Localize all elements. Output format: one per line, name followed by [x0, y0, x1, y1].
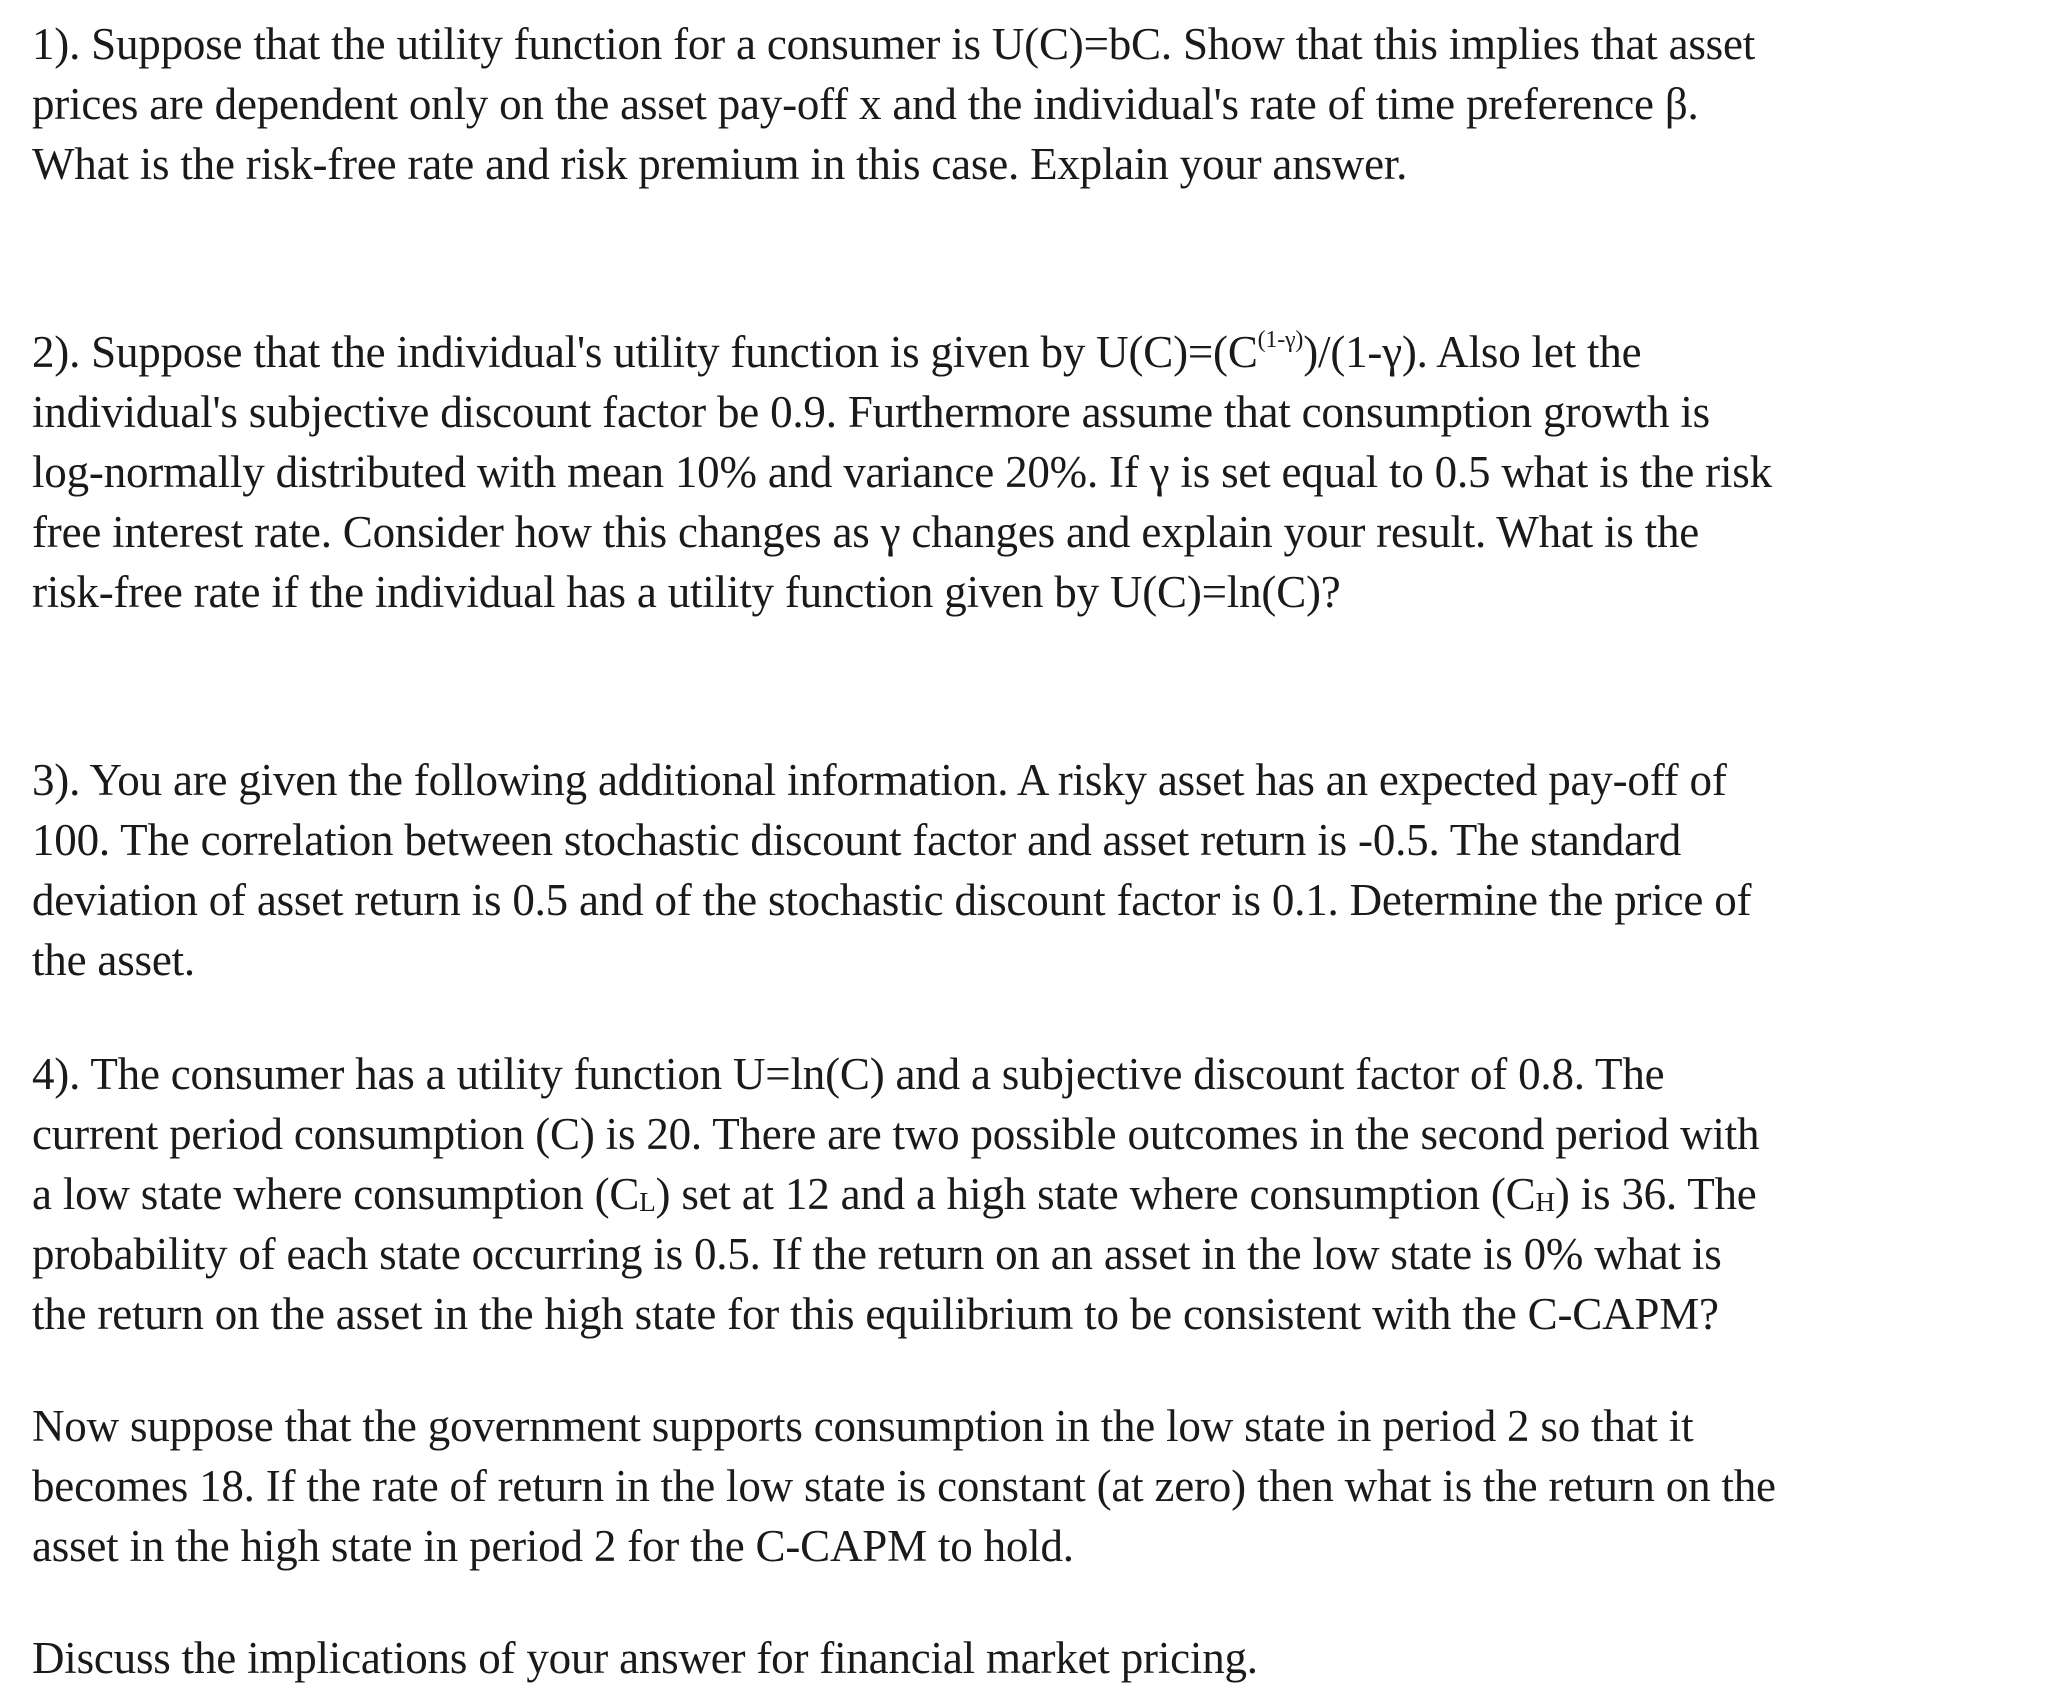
question-2-line: log-normally distributed with mean 10% and variance 20%. If γ is set equal to 0.5 what is the risk — [32, 447, 1772, 497]
question-4-line — [32, 1164, 2022, 1224]
follow-up-line: Now suppose that the government supports consumption in the low state in period 2 so that it — [32, 1401, 1694, 1451]
follow-up-line: becomes 18. If the rate of return in the low state is constant (at zero) then what is the return on the — [32, 1461, 1776, 1511]
follow-up-line: asset in the high state in period 2 for the C-CAPM to hold. — [32, 1521, 1074, 1571]
exponent: (1-γ) — [1257, 327, 1304, 353]
subscript: H — [1535, 1187, 1555, 1217]
question-4-text: a low state where consumption (C — [32, 1169, 640, 1219]
question-4-line: current period consumption (C) is 20. There are two possible outcomes in the second period with — [32, 1109, 1760, 1159]
question-3-line: the asset. — [32, 935, 195, 985]
question-2-text: )/(1-γ). Also let the — [1303, 327, 1642, 377]
question-3-line: 100. The correlation between stochastic discount factor and asset return is -0.5. The standard — [32, 815, 1682, 865]
question-1-line: 1). Suppose that the utility function for a consumer is U(C)=bC. Show that this implies that asset — [32, 19, 1756, 69]
follow-up-paragraph — [32, 1396, 2022, 1576]
question-3-line: deviation of asset return is 0.5 and of the stochastic discount factor is 0.1. Determine the price of — [32, 875, 1752, 925]
discussion-line: Discuss the implications of your answer for financial market pricing. — [32, 1633, 1258, 1683]
question-4-text: ) set at 12 and a high state where consumption (C — [655, 1169, 1536, 1219]
question-4 — [32, 1044, 2022, 1344]
discussion-paragraph — [32, 1628, 2022, 1688]
question-1-line: What is the risk-free rate and risk premium in this case. Explain your answer. — [32, 139, 1408, 189]
question-4-line: probability of each state occurring is 0.5. If the return on an asset in the low state is 0% what is — [32, 1229, 1722, 1279]
question-2-line: risk-free rate if the individual has a utility function given by U(C)=ln(C)? — [32, 567, 1341, 617]
question-3-line: 3). You are given the following additional information. A risky asset has an expected pay-off of — [32, 755, 1727, 805]
question-4-line: the return on the asset in the high state for this equilibrium to be consistent with the C-CAPM? — [32, 1289, 1719, 1339]
question-1-line: prices are dependent only on the asset pay-off x and the individual's rate of time preference β. — [32, 79, 1699, 129]
question-2-line: individual's subjective discount factor be 0.9. Furthermore assume that consumption growth is — [32, 387, 1710, 437]
document-page — [32, 14, 2022, 1688]
subscript: L — [639, 1187, 656, 1217]
question-2-line — [32, 322, 2022, 382]
question-4-text: ) is 36. The — [1554, 1169, 1757, 1219]
question-3 — [32, 750, 2022, 990]
question-2-line: free interest rate. Consider how this changes as γ changes and explain your result. What is the — [32, 507, 1700, 557]
question-2-text: 2). Suppose that the individual's utility function is given by U(C)=(C — [32, 327, 1258, 377]
question-2 — [32, 322, 2022, 622]
question-4-line: 4). The consumer has a utility function U=ln(C) and a subjective discount factor of 0.8. The — [32, 1049, 1665, 1099]
question-1 — [32, 14, 2022, 194]
